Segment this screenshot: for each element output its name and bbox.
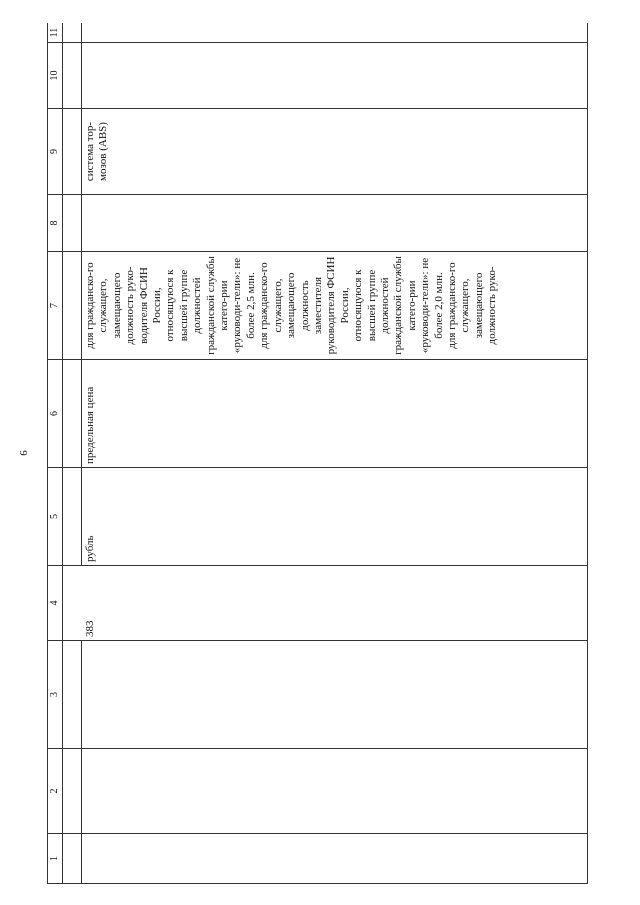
cell-code: 383: [82, 566, 588, 641]
spec-table: [47, 23, 588, 884]
cell-col2: [82, 749, 588, 834]
rotated-table: [47, 23, 588, 884]
value-segment-2: для гражданско-го служащего, замещающего должность заместителя руководителя ФСИН России, относящуюся к высшей группе должностей гражданской службы катего-рии «руководи-тели»: не более 2,0 млн.: [258, 256, 445, 355]
cell-values: [82, 252, 588, 360]
header-cell-7: 7: [48, 252, 63, 360]
header-cell-1: 1: [48, 834, 63, 884]
cell-col10: [82, 43, 588, 109]
header-cell-8: 8: [48, 195, 63, 252]
value-segment-1: для гражданско-го служащего, замещающего должность руко-водителя ФСИН России, относящуюся к высшей группе должностей гражданской службы катего-рии «руководи-тели»: не более 2,5 млн.: [84, 256, 257, 355]
header-cell-9: 9: [48, 109, 63, 195]
header-cell-10: 10: [48, 43, 63, 109]
table-row: [82, 23, 588, 884]
header-cell-5: 5: [48, 468, 63, 566]
rotated-table-sheet: [47, 23, 588, 884]
header-row: [48, 23, 63, 884]
blank-row: [63, 23, 82, 884]
cell-col1: [82, 834, 588, 884]
value-segment-3: для гражданско-го служащего, замещающего должность руко-: [445, 262, 499, 349]
header-cell-11: 11: [48, 23, 63, 43]
cell-col8: [82, 195, 588, 252]
header-cell-3: 3: [48, 641, 63, 749]
cell-characteristic: предельная цена: [82, 360, 588, 468]
cell-col3: [82, 641, 588, 749]
header-cell-2: 2: [48, 749, 63, 834]
cell-unit: рубль: [82, 468, 588, 566]
header-cell-4: 4: [48, 566, 63, 641]
cell-col9: система тор-мозов (ABS): [82, 109, 588, 195]
header-cell-6: 6: [48, 360, 63, 468]
cell-col11: [82, 23, 588, 43]
page-number: 9: [16, 450, 29, 456]
